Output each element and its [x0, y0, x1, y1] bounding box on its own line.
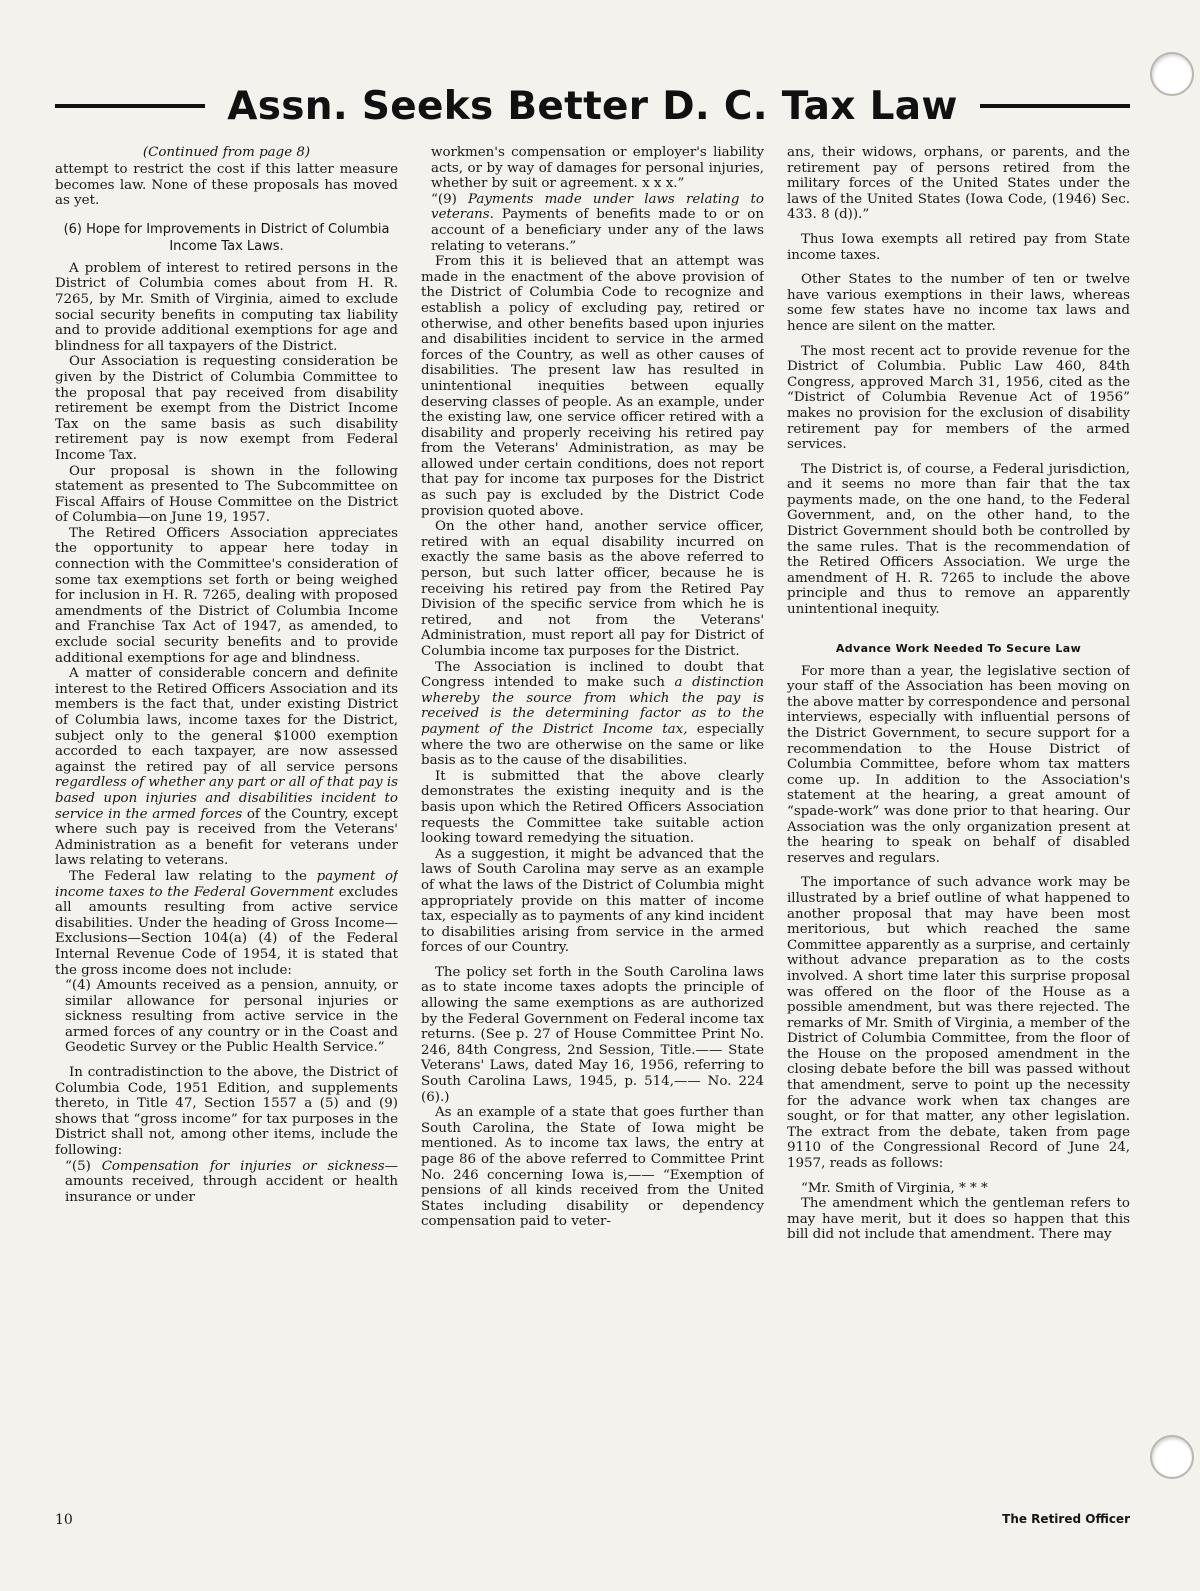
text-run: “(9)	[431, 191, 468, 207]
paragraph: The amendment which the gentleman refers to may have merit, but it does so happen that this bill did not include that amendment. There may	[787, 1196, 1130, 1243]
masthead	[55, 78, 1130, 134]
publication-name: The Retired Officer	[1002, 1512, 1130, 1526]
italic-text: payment of income taxes to the Federal Government	[55, 868, 398, 900]
paragraph: It is submitted that the above clearly demonstrates the existing inequity and is the basis upon which the Retired Officers Association requests the Committee take suitable action looking toward remedying the situation.	[421, 768, 764, 847]
quoted-paragraph: “(4) Amounts received as a pension, annuity, or similar allowance for personal injuries or sickness resulting from active service in the armed forces of any country or in the Coast and Geodetic Survey or the Public Health Service.”	[65, 978, 398, 1056]
paragraph: A problem of interest to retired persons in the District of Columbia comes about from H. R. 7265, by Mr. Smith of Virginia, aimed to exclude social security benefits in computing tax liability and to provide additional exemptions for age and blindness for all taxpayers of the District.	[55, 260, 398, 354]
article-body	[55, 145, 1130, 1505]
column-1	[55, 145, 398, 1505]
paragraph: As an example of a state that goes further than South Carolina, the State of Iowa might be mentioned. As to income tax laws, the entry at page 86 of the above referred to Committee Print No. 246 concerning Iowa is,—— “Exemption of pensions of all kinds received from the United States including disability or dependency compensation paid to veter-	[421, 1105, 764, 1230]
paragraph	[421, 660, 764, 769]
paragraph: For more than a year, the legislative section of your staff of the Association has been moving on the above matter by correspondence and personal interviews, especially with influential persons of the District Government, to secure support for a recommendation to the House District of Columbia Committee, before whom tax matters come up. In addition to the Association's statement at the hearing, a great amount of “spade-work” was done prior to that hearing. Our Association was the only organization present at the hearing to speak on behalf of disabled reserves and regulars.	[787, 663, 1130, 866]
paragraph: The most recent act to provide revenue for the District of Columbia. Public Law 460, 84th Congress, approved March 31, 1956, cited as the “District of Columbia Revenue Act of 1956” makes no provision for the exclusion of disability retirement pay for members of the armed services.	[787, 343, 1130, 453]
paragraph: As a suggestion, it might be advanced that the laws of South Carolina may serve as an example of what the laws of the District of Columbia might appropriately provide on this matter of income tax, especially as to payments of any kind incident to disabilities arising from service in the armed forces of our Country.	[421, 846, 764, 956]
paragraph: In contradistinction to the above, the District of Columbia Code, 1951 Edition, and supplements thereto, in Title 47, Section 1557 a (5) and (9) shows that “gross income” for tax purposes in the District shall not, among other items, include the following:	[55, 1065, 398, 1159]
text-run: The Federal law relating to the	[69, 868, 317, 884]
text-run: especially where the two are otherwise on the same or like basis as to the cause of the disabilities.	[421, 721, 764, 769]
punch-hole-bottom	[1150, 1435, 1194, 1479]
paragraph: Thus Iowa exempts all retired pay from State income taxes.	[787, 231, 1130, 263]
continued-note: (Continued from page 8)	[142, 145, 311, 160]
italic-text: Payments made under laws relating to veterans.	[431, 191, 764, 223]
column-2	[421, 145, 764, 1505]
paragraph: The Retired Officers Association appreciates the opportunity to appear here today in connection with the Committee's consideration of some tax exemptions set forth or being weighed for inclusion in H. R. 7265, dealing with proposed amendments of the District of Columbia Income and Franchise Tax Act of 1947, as amended, to exclude social security benefits and to provide additional exemptions for age and blindness.	[55, 525, 398, 666]
page-title: Assn. Seeks Better D. C. Tax Law	[227, 83, 958, 129]
italic-text: a distinction whereby the source from which the pay is received is the determining factor as to the payment of the District Income tax,	[421, 675, 764, 737]
paragraph: From this it is believed that an attempt was made in the enactment of the above provision of the District of Columbia Code to recognize and establish a policy of excluding pay, retired or otherwise, and other benefits based upon injuries and disabilities incident to service in the armed forces of the Country, as well as other causes of disabilities. The present law has resulted in unintentional inequities between equally deserving classes of people. As an example, under the existing law, one service officer retired with a disability and properly receiving his retired pay from the Veterans' Administration, as may be allowed under certain conditions, does not report that pay for income tax purposes for the District as such pay is excluded by the District Code provision quoted above.	[421, 254, 764, 519]
paragraph: Other States to the number of ten or twelve have various exemptions in their laws, whereas some few states have no income tax laws and hence are silent on the matter.	[787, 272, 1130, 334]
paragraph: attempt to restrict the cost if this latter measure becomes law. None of these proposals has moved as yet.	[55, 162, 398, 209]
paragraph: Our proposal is shown in the following statement as presented to The Subcommittee on Fiscal Affairs of House Committee on the District of Columbia—on June 19, 1957.	[55, 463, 398, 526]
text-run: The Association is inclined to doubt that Congress intended to make such	[421, 659, 764, 691]
paragraph: The importance of such advance work may be illustrated by a brief outline of what happened to another proposal that may have been most meritorious, but which reached the same Committee apparently as a surprise, and certainly without advance preparation as to the costs involved. A short time later this surprise proposal was offered on the floor of the House as a possible amendment, but was there rejected. The remarks of Mr. Smith of Virginia, a member of the District of Columbia Committee, from the floor of the House on the proposed amendment in the closing debate before the bill was passed without that amendment, serve to point up the necessity for the advance work when tax changes are sought, or for that matter, any other legislation. The extract from the debate, taken from page 9110 of the Congressional Record of June 24, 1957, reads as follows:	[787, 875, 1130, 1172]
headline-rule-right	[980, 104, 1130, 108]
paragraph: The policy set forth in the South Carolina laws as to state income taxes adopts the principle of allowing the same exemptions as are authorized by the Federal Government on Federal income tax returns. (See p. 27 of House Committee Print No. 246, 84th Congress, 2nd Session, Title.—— State Veterans' Laws, dated May 16, 1956, referring to South Carolina Laws, 1945, p. 514,—— No. 224 (6).)	[421, 964, 764, 1105]
paragraph: “Mr. Smith of Virginia, * * *	[801, 1180, 988, 1196]
quoted-paragraph: workmen's compensation or employer's liability acts, or by way of damages for personal injuries, whether by suit or agreement. x x x.”	[431, 145, 764, 192]
paragraph	[55, 666, 398, 869]
section-heading: (6) Hope for Improvements in District of Columbia Income Tax Laws.	[63, 221, 390, 254]
paragraph	[55, 869, 398, 978]
section-heading: Advance Work Needed To Secure Law	[835, 641, 1082, 655]
text-run: Payments of benefits made to or on account of a beneficiary under any of the laws relating to veterans.”	[431, 207, 764, 254]
italic-text: regardless of whether any part or all of that pay is based upon injuries and disabilities incident to service in the armed forces	[55, 775, 398, 822]
text-run: A matter of considerable concern and definite interest to the Retired Officers Association and its members is the fact that, under existing District of Columbia laws, income taxes for the District, subject only to the general $1000 exemption accorded to each taxpayer, are now assessed against the retired pay of all service persons	[55, 666, 398, 775]
paragraph: ans, their widows, orphans, or parents, and the retirement pay of persons retired from the military forces of the United States under the laws of the United States (Iowa Code, (1946) Sec. 433. 8 (d)).”	[787, 145, 1130, 223]
quoted-paragraph	[55, 1159, 398, 1206]
page-number: 10	[55, 1512, 73, 1528]
italic-text: Compensation for injuries or sickness	[101, 1158, 385, 1174]
paragraph: Our Association is requesting consideration be given by the District of Columbia Committee to the proposal that pay received from disability retirement be exempt from the District Income Tax on the same basis as such disability retirement pay is now exempt from Federal Income Tax.	[55, 354, 398, 463]
paragraph: The District is, of course, a Federal jurisdiction, and it seems no more than fair that the tax payments made, on the one hand, to the Federal Government, and, on the other hand, to the District Government should both be controlled by the same rules. That is the recommendation of the Retired Officers Association. We urge the amendment of H. R. 7265 to include the above principle and thus to remove an apparently unintentional inequity.	[787, 461, 1130, 618]
text-run: excludes all amounts resulting from active service disabilities. Under the heading of Gross Income—Exclusions—Section 104(a) (4) of the Federal Internal Revenue Code of 1954, it is stated that the gross income does not include:	[55, 884, 398, 978]
quoted-paragraph	[421, 192, 764, 254]
paragraph: On the other hand, another service officer, retired with an equal disability incurred on exactly the same basis as the above referred to person, but such latter officer, because he is receiving his retired pay from the Retired Pay Division of the specific service from which he is retired, and not from the Veterans' Administration, must report all pay for District of Columbia income tax purposes for the District.	[421, 519, 764, 659]
text-run: of the Country, except where such pay is received from the Veterans' Administration as a benefit for veterans under laws relating to veterans.	[55, 806, 398, 869]
column-3	[787, 145, 1130, 1505]
text-run: —amounts received, through accident or health insurance or under	[65, 1158, 398, 1205]
text-run: “(5)	[65, 1158, 102, 1174]
punch-hole-top	[1150, 52, 1194, 96]
headline-rule-left	[55, 104, 205, 108]
